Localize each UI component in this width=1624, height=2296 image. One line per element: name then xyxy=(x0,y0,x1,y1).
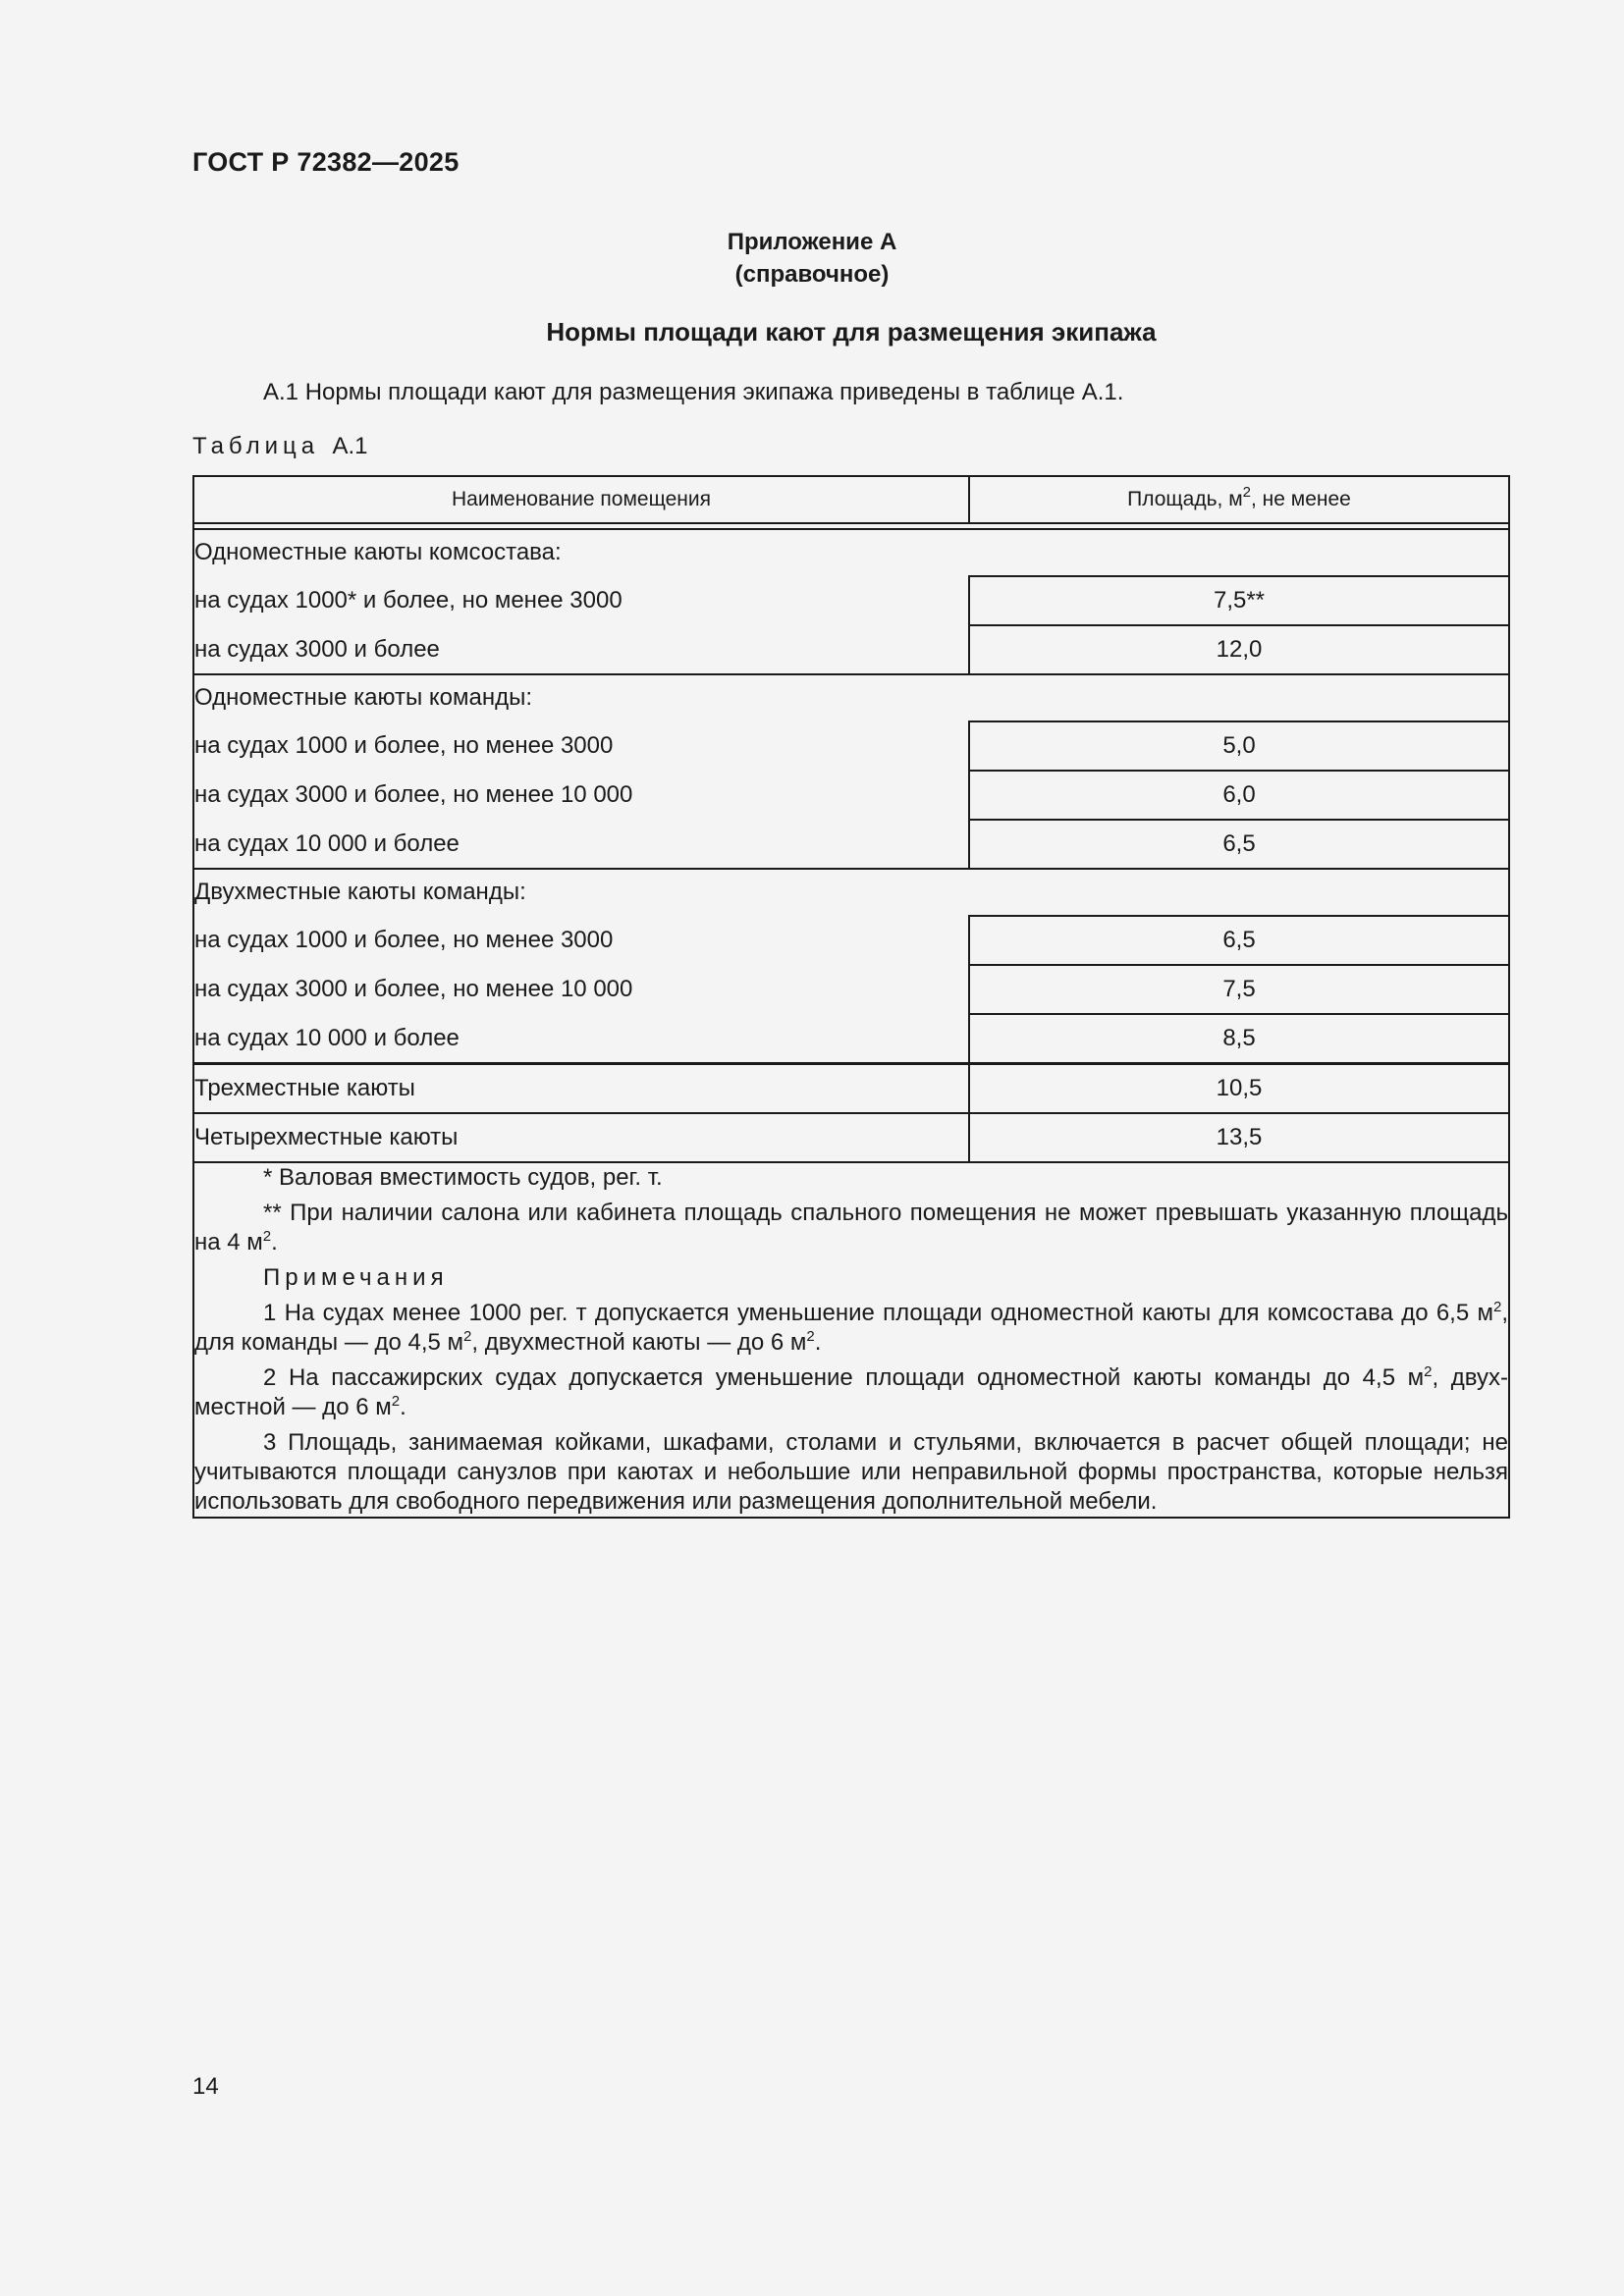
table-label-word: Таблица xyxy=(192,433,320,459)
table-header-row xyxy=(193,476,1509,523)
row-label: на судах 10 000 и более xyxy=(193,1014,969,1064)
table-row xyxy=(193,576,1509,625)
row-label: на судах 3000 и более, но менее 10 000 xyxy=(193,771,969,820)
row-value: 5,0 xyxy=(969,721,1509,771)
group-title: Одноместные каюты команды: xyxy=(193,674,1509,721)
table-row xyxy=(193,916,1509,965)
column-header-area: Площадь, $м^2$, не менее xyxy=(969,476,1509,523)
norms-table xyxy=(192,475,1510,1519)
table-row xyxy=(193,721,1509,771)
row-value: 10,5 xyxy=(969,1064,1509,1114)
table-row xyxy=(193,771,1509,820)
table-row xyxy=(193,625,1509,674)
table-row xyxy=(193,965,1509,1014)
table-label xyxy=(192,433,367,460)
note-3: 3 Площадь, занимаемая койками, шкафами, столами и стульями, включается в расчет общей площади; не учитываются площади санузлов при каютах и небольшие или неправильной формы пространства, которые нельзя использовать для свободного передвижения или размещения дополнительной мебели. xyxy=(194,1429,1508,1515)
group-title: Двухместные каюты команды: xyxy=(193,869,1509,916)
table-row xyxy=(193,820,1509,869)
row-value: 7,5 xyxy=(969,965,1509,1014)
row-label: на судах 3000 и более, но менее 10 000 xyxy=(193,965,969,1014)
row-label: на судах 3000 и более xyxy=(193,625,969,674)
row-value: 8,5 xyxy=(969,1014,1509,1064)
footnote-2: ** При наличии салона или кабинета площадь спального помещения не может превышать указанную площадь на 4 $м^2$. xyxy=(194,1200,1508,1255)
intro-paragraph: А.1 Нормы площади кают для размещения экипажа приведены в таблице А.1. xyxy=(263,379,1124,405)
footnote-1: * Валовая вместимость судов, рег. т. xyxy=(263,1164,663,1191)
row-label: на судах 10 000 и более xyxy=(193,820,969,869)
document-code: ГОСТ Р 72382—2025 xyxy=(192,147,460,177)
table-row xyxy=(193,1064,1509,1114)
row-label: Трехместные каюты xyxy=(193,1064,969,1114)
notes-row xyxy=(193,1162,1509,1518)
row-value: 6,5 xyxy=(969,820,1509,869)
appendix-title: Приложение А xyxy=(727,229,897,255)
note-1: 1 На судах менее 1000 рег. т допускается уменьшение площади одноместной каюты для комсостава до 6,5 $м^2$, для команды — до 4,5 $м^2$, двухместной каюты — до 6 $м^2$. xyxy=(194,1299,1508,1356)
group-header xyxy=(193,869,1509,916)
section-title: Нормы площади кают для размещения экипажа xyxy=(546,317,1157,347)
row-value: 7,5** xyxy=(969,576,1509,625)
column-header-room: Наименование помещения xyxy=(193,476,969,523)
notes-heading: Примечания xyxy=(263,1264,449,1291)
group-title: Одноместные каюты комсостава: xyxy=(193,529,1509,576)
row-label: на судах 1000* и более, но менее 3000 xyxy=(193,576,969,625)
table-label-number: А.1 xyxy=(332,433,368,459)
row-value: 12,0 xyxy=(969,625,1509,674)
row-label: на судах 1000 и более, но менее 3000 xyxy=(193,916,969,965)
page-number: 14 xyxy=(192,2073,219,2100)
group-header xyxy=(193,529,1509,576)
appendix-heading xyxy=(0,226,1624,291)
table-notes xyxy=(193,1162,1509,1518)
group-header xyxy=(193,674,1509,721)
row-value: 6,0 xyxy=(969,771,1509,820)
note-2: 2 На пассажирских судах допускается уменьшение площади одноместной каюты команды до 4,5 $м^2$, двухместной — до 6 $м^2$. xyxy=(194,1363,1509,1420)
row-label: на судах 1000 и более, но менее 3000 xyxy=(193,721,969,771)
row-value: 6,5 xyxy=(969,916,1509,965)
table-row xyxy=(193,1014,1509,1064)
appendix-type: (справочное) xyxy=(734,261,890,288)
row-label: Четырехместные каюты xyxy=(193,1113,969,1162)
row-value: 13,5 xyxy=(969,1113,1509,1162)
table-row xyxy=(193,1113,1509,1162)
